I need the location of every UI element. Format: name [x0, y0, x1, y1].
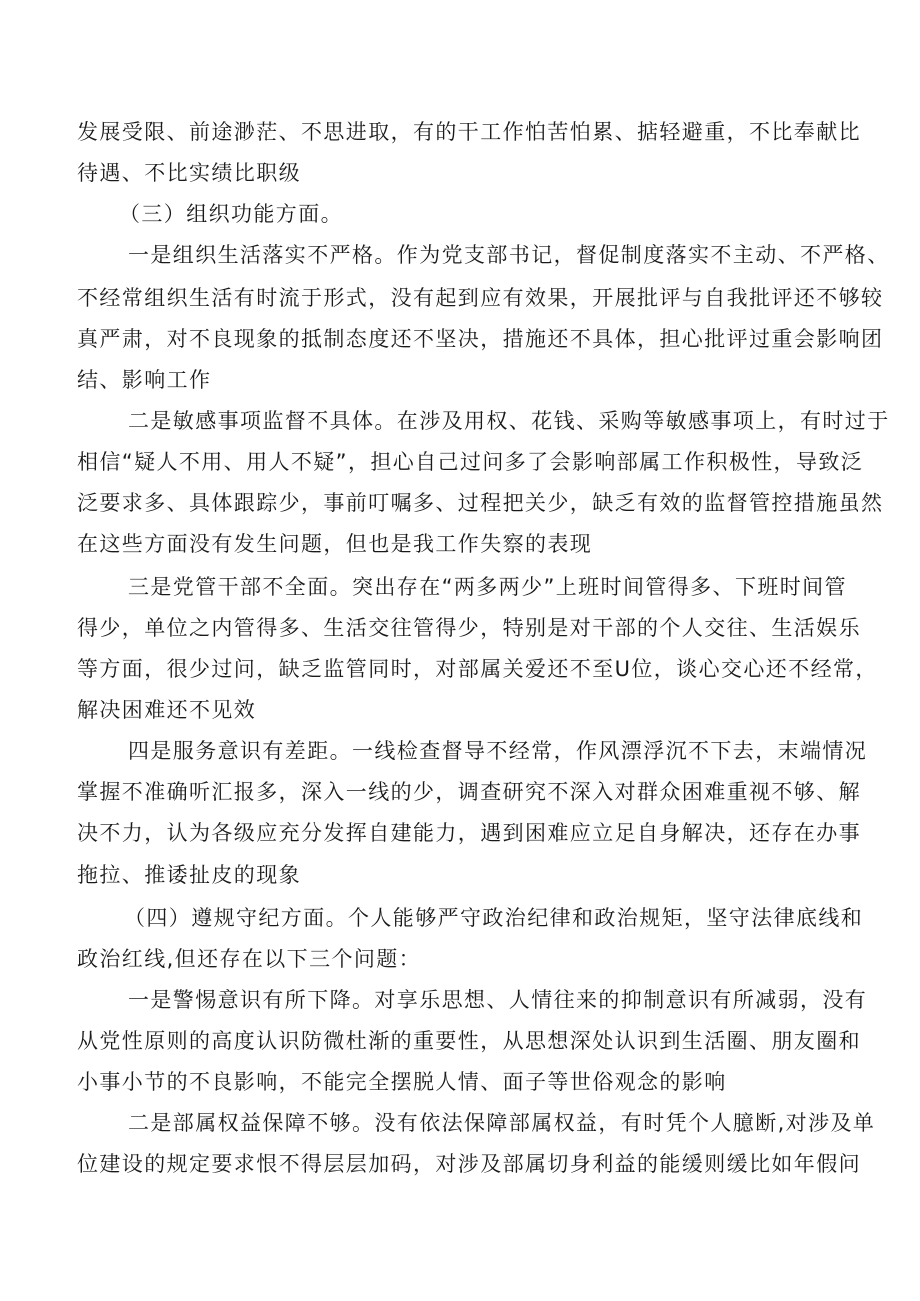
text-line: 决不力，认为各级应充分发挥自建能力，遇到困难应立足自身解决，还存在办事 [77, 821, 861, 845]
section-heading: （四）遵规守纪方面。个人能够严守政治纪律和政治规矩，坚守法律底线和 [124, 906, 864, 930]
text-line: 等方面，很少过问，缺乏监管同时，对部属关爱还不至U位，谈心交心还不经常， [77, 657, 878, 681]
text-line: 不经常组织生活有时流于形式，没有起到应有效果，开展批评与自我批评还不够较 [77, 286, 884, 310]
text-line: 结、影响工作 [77, 368, 212, 392]
text-line: 待遇、不比实绩比职级 [77, 161, 301, 185]
text-line: 政治红线,但还存在以下三个问题： [77, 947, 422, 971]
text-line: 发展受限、前途渺茫、不思进取，有的干工作怕苦怕累、掂轻避重，不比奉献比 [77, 120, 861, 144]
text-line: 二是敏感事项监督不具体。在涉及用权、花钱、采购等敏感事项上，有时过于 [128, 409, 890, 433]
text-line: 一是组织生活落实不严格。作为党支部书记，督促制度落实不主动、不严格、 [128, 243, 890, 267]
text-line: 解决困难还不见效 [77, 698, 257, 722]
text-line: 相信“疑人不用、用人不疑”，担心自己过问多了会影响部属工作积极性，导致泛 [77, 450, 864, 474]
text-line: 拖拉、推诿扯皮的现象 [77, 863, 301, 887]
section-heading: （三）组织功能方面。 [119, 202, 343, 226]
text-line: 一是警惕意识有所下降。对享乐思想、人情往来的抑制意识有所减弱，没有 [128, 988, 868, 1012]
text-line: 四是服务意识有差距。一线检查督导不经常，作风漂浮沉不下去，末端情况 [128, 739, 868, 763]
text-line: 掌握不准确听汇报多，深入一线的少，调查研究不深入对群众困难重视不够、解 [77, 780, 861, 804]
text-line: 从党性原则的高度认识防微杜渐的重要性，从思想深处认识到生活圈、朋友圈和 [77, 1029, 861, 1053]
text-line: 三是党管干部不全面。突出存在“两多两少”上班时间管得多、下班时间管 [128, 575, 847, 599]
text-line: 小事小节的不良影响，不能完全摆脱人情、面子等世俗观念的影响 [77, 1070, 727, 1094]
text-line: 泛要求多、具体跟踪少，事前叮嘱多、过程把关少，缺乏有效的监督管控措施虽然 [77, 491, 884, 515]
text-line: 真严肃，对不良现象的抵制态度还不坚决，措施还不具体，担心批评过重会影响团 [77, 327, 884, 351]
text-line: 得少，单位之内管得多、生活交往管得少，特别是对干部的个人交往、生活娱乐 [77, 616, 861, 640]
text-line: 二是部属权益保障不够。没有依法保障部属权益，有时凭个人臆断,对涉及单 [128, 1111, 876, 1135]
text-line: 位建设的规定要求恨不得层层加码，对涉及部属切身利益的能缓则缓比如年假问 [77, 1152, 861, 1176]
text-line: 在这些方面没有发生问题，但也是我工作失察的表现 [77, 532, 593, 556]
